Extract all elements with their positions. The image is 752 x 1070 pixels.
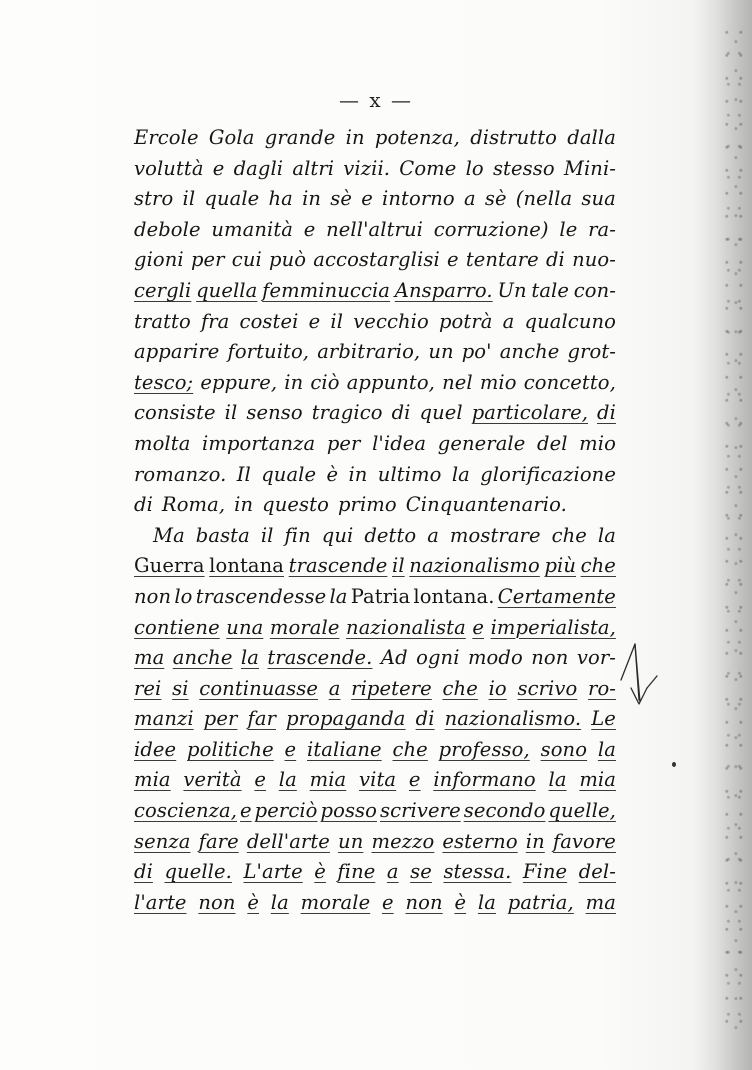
word: coscienza, <box>134 799 238 823</box>
word: e <box>361 187 373 211</box>
word: politiche <box>187 737 274 761</box>
word: fra <box>200 309 230 333</box>
word: fare <box>198 829 239 853</box>
word: Ma <box>153 523 185 547</box>
word: qualcuno <box>524 309 616 333</box>
word: nazionalismo. <box>444 707 582 731</box>
word: scrivere <box>380 799 461 823</box>
word: con- <box>573 278 616 302</box>
word: generale <box>437 431 526 455</box>
word: senso <box>246 401 303 425</box>
word: il <box>392 554 405 578</box>
word: idee <box>134 737 177 761</box>
word: anche <box>172 646 233 670</box>
text-line <box>134 432 616 463</box>
text-line <box>134 738 616 769</box>
word: fine <box>337 860 376 884</box>
word: nell'altrui <box>326 217 423 241</box>
word: umanità <box>211 217 293 241</box>
word: nuo- <box>572 248 616 272</box>
word: vita <box>359 768 397 792</box>
text-line <box>134 401 616 432</box>
word: appunto, <box>346 370 435 394</box>
word: la <box>270 890 289 914</box>
text-line <box>134 310 616 341</box>
word: esterno <box>442 829 518 853</box>
word: mio <box>479 370 517 394</box>
word: tesco; <box>134 370 194 394</box>
word: le <box>559 217 578 241</box>
word: vizii. <box>343 156 391 180</box>
word: lo <box>174 584 193 608</box>
word: non <box>531 646 569 670</box>
word: in <box>302 187 322 211</box>
word: il <box>260 523 274 547</box>
word: manzi <box>134 707 194 731</box>
word: per <box>326 431 361 455</box>
word: sè <box>330 187 353 211</box>
word: detto <box>364 523 417 547</box>
text-line <box>134 493 616 524</box>
word: è <box>454 890 467 914</box>
word: sua <box>581 187 616 211</box>
word: la <box>597 523 616 547</box>
word: a <box>427 523 439 547</box>
paragraph <box>134 524 616 922</box>
word: ripetere <box>351 676 432 700</box>
word: che <box>551 523 587 547</box>
word: romanzo. <box>134 462 227 486</box>
text-line <box>134 248 616 279</box>
word: quale <box>261 462 317 486</box>
word: io <box>488 676 507 700</box>
word: mezzo <box>371 829 435 853</box>
word: dagli <box>233 156 284 180</box>
word: e <box>308 309 321 333</box>
word: verità <box>183 768 242 792</box>
word: Gola <box>208 126 255 149</box>
word: tragico <box>311 401 383 425</box>
word: vor- <box>576 646 616 670</box>
word: scrivo <box>517 676 578 700</box>
word: far <box>247 707 276 731</box>
word: di <box>134 493 153 517</box>
word: per <box>190 248 225 272</box>
word: qui <box>321 523 354 547</box>
word: Mini- <box>563 156 616 180</box>
word: Come <box>399 156 457 180</box>
word: favore <box>552 829 616 853</box>
text-line <box>134 830 616 861</box>
word: il <box>224 401 238 425</box>
word: ro- <box>588 676 616 700</box>
word: cui <box>231 248 262 272</box>
word: ogni <box>416 646 460 670</box>
word: (nella <box>515 187 573 211</box>
word: nazionalista <box>346 615 466 639</box>
word: accostarglisi <box>313 248 440 272</box>
word: imperialista, <box>490 615 616 639</box>
word: Certamente <box>497 584 616 608</box>
word: e <box>446 248 459 272</box>
word: non <box>405 890 443 914</box>
word: per <box>203 707 238 731</box>
word: l'idea <box>372 431 427 455</box>
word: ra- <box>588 217 616 241</box>
word: è <box>326 462 339 486</box>
word: la <box>548 768 567 792</box>
word: dell'arte <box>246 829 330 853</box>
word: distrutto <box>470 126 557 149</box>
word: tale <box>531 278 570 302</box>
text-line <box>134 677 616 708</box>
word: in <box>234 493 254 517</box>
word: nel <box>442 370 473 394</box>
word: debole <box>134 217 201 241</box>
word: a <box>386 860 399 884</box>
body-text <box>134 126 616 921</box>
word: a <box>502 309 515 333</box>
word: del- <box>578 860 616 884</box>
word: professo, <box>438 737 530 761</box>
word: Le <box>591 707 616 731</box>
word: glorificazione <box>480 462 616 486</box>
word: potrà <box>438 309 493 333</box>
word: un <box>428 340 454 364</box>
word: Ansparro. <box>394 278 493 302</box>
word: Fine <box>522 860 568 884</box>
word: si <box>172 676 189 700</box>
word: quale <box>204 187 260 211</box>
word: senza <box>134 829 191 853</box>
word: vecchio <box>353 309 429 333</box>
word: mia <box>134 768 171 792</box>
word: l'arte <box>134 890 187 914</box>
word: patria, <box>507 890 574 914</box>
word: a <box>328 676 341 700</box>
word: il <box>182 187 196 211</box>
word: e <box>240 799 252 823</box>
word: consiste <box>134 401 216 425</box>
text-line <box>134 616 616 647</box>
word: di <box>545 248 565 272</box>
word: secondo <box>463 799 546 823</box>
paragraph <box>134 126 616 524</box>
text-line <box>134 187 616 218</box>
word: trascende. <box>267 646 373 670</box>
word: mio <box>579 431 616 455</box>
word: ma <box>134 646 165 670</box>
word: L'arte <box>243 860 303 884</box>
word: mostrare <box>449 523 541 547</box>
word: femminuccia <box>262 278 391 302</box>
text-line <box>134 340 616 371</box>
text-line <box>134 463 616 494</box>
word: ciò <box>310 370 340 394</box>
word: Patria <box>350 584 411 608</box>
text-line <box>134 646 616 677</box>
word: trascende <box>288 554 388 578</box>
word: cergli <box>134 278 192 302</box>
word: mia <box>579 768 616 792</box>
word: in <box>284 370 304 394</box>
word: posso <box>320 799 377 823</box>
word: basta <box>195 523 250 547</box>
word: la <box>240 646 259 670</box>
word: importanza <box>202 431 316 455</box>
word: morale <box>300 890 371 914</box>
text-line <box>134 585 616 616</box>
word: Ad <box>380 646 408 670</box>
word: sono <box>540 737 588 761</box>
word: di <box>134 860 153 884</box>
word: sè <box>484 187 507 211</box>
word: apparire <box>134 340 220 364</box>
word: la <box>477 890 496 914</box>
word: la <box>597 737 616 761</box>
word: e <box>212 156 225 180</box>
word: arbitrario, <box>317 340 421 364</box>
word: voluttà <box>134 156 204 180</box>
word: la <box>278 768 297 792</box>
word: lontana. <box>413 584 495 608</box>
page-edge-speckles <box>724 30 746 1040</box>
text-line <box>134 218 616 249</box>
word: Roma, <box>161 493 226 517</box>
word: che <box>392 737 428 761</box>
page-number: — x — <box>339 88 413 112</box>
word: può <box>269 248 307 272</box>
word: del <box>537 431 568 455</box>
word: questo <box>262 493 329 517</box>
word: lontana <box>209 554 285 578</box>
word: quel <box>419 401 463 425</box>
word: Il <box>236 462 251 486</box>
word: propaganda <box>286 707 406 731</box>
word: concetto, <box>523 370 616 394</box>
word: ma <box>585 890 616 914</box>
word: dalla <box>567 126 616 149</box>
word: tratto <box>134 309 191 333</box>
word: lo <box>465 156 484 180</box>
word: Un <box>497 278 527 302</box>
word: che <box>442 676 478 700</box>
word: po' <box>461 340 492 364</box>
word: quella <box>196 278 258 302</box>
text-line <box>134 524 616 555</box>
word: stesso <box>492 156 555 180</box>
word: e <box>382 890 394 914</box>
word: fin <box>284 523 311 547</box>
word: modo <box>467 646 523 670</box>
text-line <box>134 279 616 310</box>
word: se <box>410 860 432 884</box>
word: che <box>580 554 616 578</box>
margin-double-arrow-annotation <box>617 640 661 712</box>
word: Guerra <box>134 554 205 578</box>
word: il <box>330 309 344 333</box>
text-line <box>134 126 616 157</box>
word: trascendesse <box>195 584 327 608</box>
word: di <box>391 401 411 425</box>
word: particolare, <box>471 401 589 425</box>
word: non <box>198 890 236 914</box>
word: anche <box>499 340 560 364</box>
word: nazionalismo <box>409 554 540 578</box>
text-line <box>134 768 616 799</box>
word: a <box>463 187 476 211</box>
word: in <box>348 462 368 486</box>
word: e <box>303 217 316 241</box>
word: Cinquantenario. <box>405 493 567 517</box>
word: è <box>247 890 259 914</box>
word: è <box>314 860 326 884</box>
word: un <box>338 829 364 853</box>
text-line <box>134 891 616 922</box>
text-line <box>134 157 616 188</box>
word: la <box>329 584 348 608</box>
word: e <box>408 768 421 792</box>
word: e <box>254 768 267 792</box>
word: potenza, <box>374 126 460 149</box>
ink-mark <box>672 762 676 767</box>
word: costei <box>239 309 299 333</box>
word: in <box>525 829 545 853</box>
word: primo <box>337 493 397 517</box>
word: morale <box>269 615 340 639</box>
word: di <box>597 401 616 425</box>
word: intorno <box>382 187 455 211</box>
text-line <box>134 707 616 738</box>
word: e <box>472 615 484 639</box>
text-line <box>134 371 616 402</box>
word: gioni <box>134 248 184 272</box>
word: in <box>345 126 365 149</box>
word: stro <box>134 187 174 211</box>
word: rei <box>134 676 162 700</box>
word: continuasse <box>199 676 318 700</box>
word: quelle, <box>548 799 616 823</box>
word: ha <box>268 187 293 211</box>
word: eppure, <box>200 370 278 394</box>
word: altri <box>292 156 335 180</box>
word: grot- <box>567 340 616 364</box>
word: molta <box>134 431 191 455</box>
word: stessa. <box>443 860 512 884</box>
text-line <box>134 799 616 830</box>
word: più <box>544 554 577 578</box>
word: corruzione) <box>433 217 549 241</box>
word: quelle. <box>164 860 232 884</box>
word: tentare <box>465 248 539 272</box>
word: mia <box>309 768 347 792</box>
word: grande <box>264 126 336 149</box>
text-line <box>134 554 616 585</box>
word: perciò <box>254 799 318 823</box>
word: e <box>284 737 297 761</box>
word: fortuito, <box>227 340 310 364</box>
word: non <box>134 584 172 608</box>
word: informano <box>433 768 536 792</box>
word: ultimo <box>377 462 442 486</box>
word: di <box>415 707 435 731</box>
word: la <box>451 462 470 486</box>
word: una <box>226 615 264 639</box>
text-line <box>134 860 616 891</box>
word: Ercole <box>134 126 199 149</box>
word: contiene <box>134 615 220 639</box>
word: italiane <box>306 737 382 761</box>
